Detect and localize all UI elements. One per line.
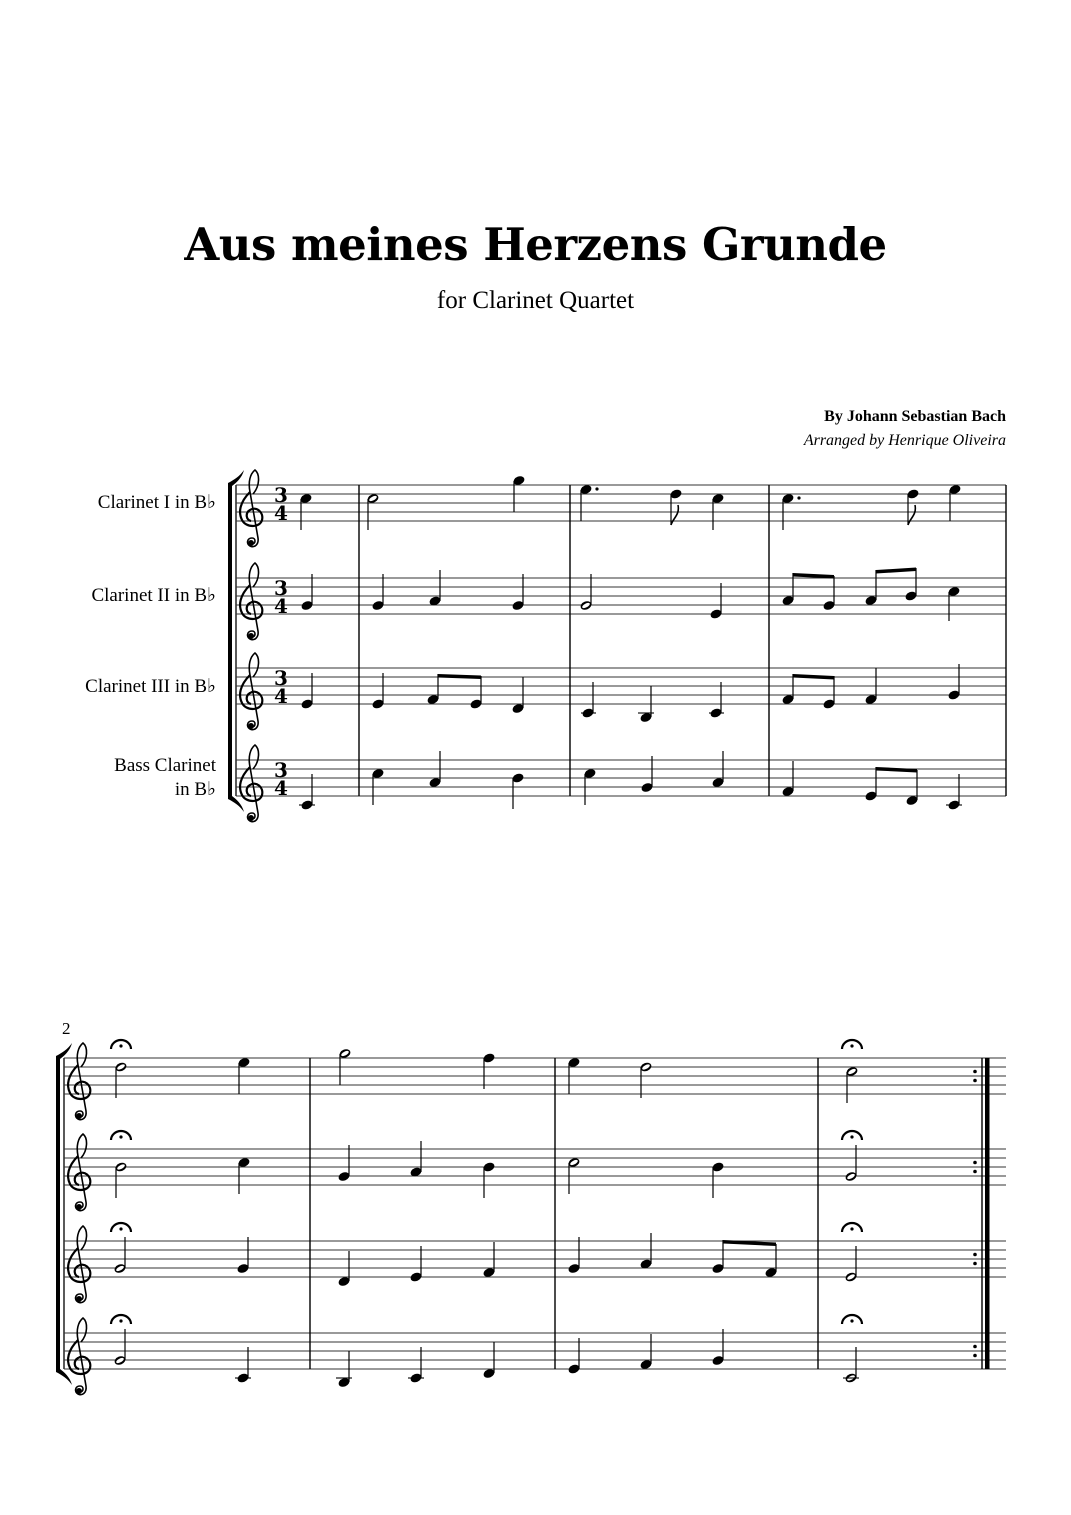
arranger-credit: Arranged by Henrique Oliveira [803,432,1006,449]
svg-text:3: 3 [274,758,288,782]
staff-bass-clarinet [111,1315,862,1388]
svg-text:3: 3 [274,666,288,690]
instrument-label-clarinet-1: Clarinet I in B♭ [97,492,216,513]
svg-text:3: 3 [274,576,288,600]
staff-clarinet-3 [111,1223,862,1287]
time-signature [274,483,288,800]
score-subtitle: for Clarinet Quartet [436,287,635,314]
svg-text:4: 4 [274,594,288,618]
staff-lines [64,1058,1006,1369]
treble-clef-icon [240,653,262,730]
system-2 [56,1040,1006,1395]
staff-clarinet-3 [300,664,960,723]
treble-clef-icon [68,1043,90,1120]
instrument-label-clarinet-2: Clarinet II in B♭ [91,585,216,606]
svg-text:4: 4 [274,501,288,525]
composer-credit: By Johann Sebastian Bach [824,408,1006,425]
treble-clef-icon [68,1134,90,1211]
staff-clarinet-2 [300,568,960,622]
system-1 [228,470,1006,822]
score-title: Aus meines Herzens Grunde [184,218,887,271]
instrument-label-line: in B♭ [174,779,216,800]
instrument-label-clarinet-3: Clarinet III in B♭ [85,676,216,697]
measure-number: 2 [62,1019,71,1038]
svg-text:3: 3 [274,483,288,507]
barlines [359,485,1006,796]
treble-clef-icon [68,1226,90,1303]
treble-clef-icon [240,563,262,640]
repeat-dots [973,1070,977,1358]
barlines [310,1058,982,1369]
staff-clarinet-1 [299,475,961,530]
instrument-label-line: Bass Clarinet [114,755,216,776]
repeat-end-barline[interactable] [985,1058,990,1369]
staff-clarinet-2 [111,1131,862,1198]
system-bracket [56,1056,60,1372]
svg-text:4: 4 [274,684,288,708]
svg-text:4: 4 [274,776,288,800]
treble-clef-icon [240,470,262,547]
system-bracket [228,483,232,799]
staff-lines [236,485,1006,796]
